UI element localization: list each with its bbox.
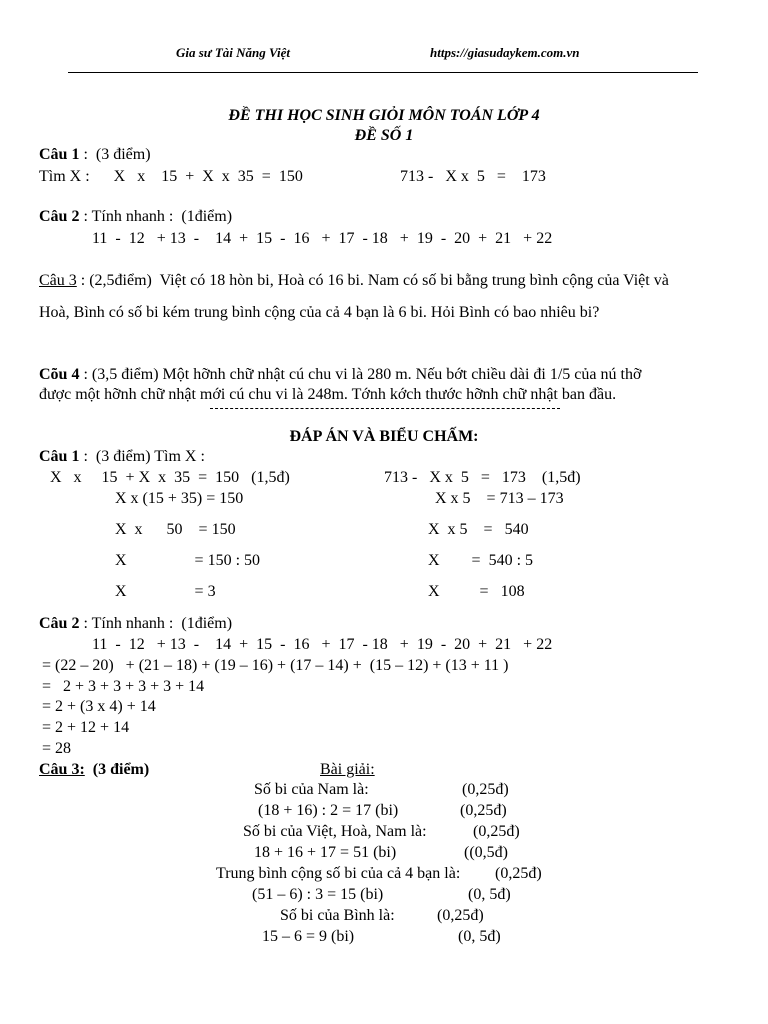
a2-line-3: = 2 + 3 + 3 + 3 + 3 + 14 [42,678,205,695]
a1-right-step-2: X x 5 = 713 – 173 [435,490,564,507]
a3-line-6: (51 – 6) : 3 = 15 (bi) [252,886,384,903]
a3-line-5: Trung bình cộng số bi của cả 4 bạn là: [216,865,461,882]
a1-left-step-5: X = 3 [115,583,216,600]
a1-right-step-1: 713 - X x 5 = 173 (1,5đ) [384,469,581,486]
a2-line-5: = 2 + 12 + 14 [42,719,130,736]
q2-label: Câu 2 [39,208,80,225]
a1-left-step-3: X x 50 = 150 [115,521,236,538]
q4-line2: được một hỡnh chữ nhật mới cú chu vi là 248m. Tớnh kớch thước hỡnh chữ nhật ban đầu. [39,386,617,403]
q4-label: Cõu 4 [39,366,80,383]
a2-line-6: = 28 [42,740,72,757]
a3-score-4: ((0,5đ) [464,844,508,861]
q1-label: Câu 1 [39,146,80,163]
a1-right-step-5: X = 108 [428,583,525,600]
a2-heading [39,615,232,633]
q3-text-1: : (2,5điểm) Việt có 18 hòn bi, Hoà có 16 bi. Nam có số bi bằng trung bình cộng của Việt và [76,272,669,289]
a3-score-8: (0, 5đ) [458,928,501,945]
exam-number: ĐỀ SỐ 1 [354,127,414,144]
q2-heading [39,208,232,226]
a1-left-step-1: X x 15 + X x 35 = 150 (1,5đ) [50,469,290,486]
header-rule [68,72,698,73]
a3-line-8: 15 – 6 = 9 (bi) [262,928,355,945]
a1-points: : (3 điểm) Tìm X : [79,448,205,465]
q3-line2: Hoà, Bình có số bi kém trung bình cộng của cả 4 bạn là 6 bi. Hỏi Bình có bao nhiêu bi? [39,304,600,321]
a2-line-1: 11 - 12 + 13 - 14 + 15 - 16 + 17 - 18 + 19 - 20 + 21 + 22 [92,636,553,653]
a1-left-step-2: X x (15 + 35) = 150 [115,490,244,507]
a3-line-1: Số bi của Nam là: [254,781,369,798]
a2-line-2: = (22 – 20) + (21 – 18) + (19 – 16) + (17 – 14) + (15 – 12) + (13 + 11 ) [42,657,509,674]
a1-heading [39,448,205,466]
a3-heading [39,761,149,779]
a3-line-2: (18 + 16) : 2 = 17 (bi) [258,802,399,819]
q1-points: : (3 điểm) [79,146,151,163]
header-left: Gia sư Tài Năng Việt [176,45,290,60]
q1-heading [39,146,151,164]
a1-label: Câu 1 [39,448,80,465]
exam-title: ĐỀ THI HỌC SINH GIỎI MÔN TOÁN LỚP 4 [228,107,540,124]
a3-solution-title: Bài giải: [320,761,375,778]
q3-line1 [39,272,669,290]
q3-label: Câu 3 [39,272,77,289]
a3-score-3: (0,25đ) [473,823,520,840]
a3-score-2: (0,25đ) [460,802,507,819]
a2-label: Câu 2 [39,615,80,632]
a1-left-step-4: X = 150 : 50 [115,552,261,569]
a3-line-7: Số bi của Bình là: [280,907,395,924]
a1-right-step-4: X = 540 : 5 [428,552,534,569]
a3-score-5: (0,25đ) [495,865,542,882]
a3-points: (3 điểm) [84,761,150,778]
a3-score-6: (0, 5đ) [468,886,511,903]
q2-expression: 11 - 12 + 13 - 14 + 15 - 16 + 17 - 18 + 19 - 20 + 21 + 22 [92,230,553,247]
q1-equation-left: Tìm X : X x 15 + X x 35 = 150 [39,168,303,185]
section-separator [210,408,560,409]
q4-text-1: : (3,5 điểm) Một hỡnh chữ nhật cú chu vi là 280 m. Nếu bớt chiều dài đi 1/5 của nú thỡ [79,366,642,383]
a3-label: Câu 3: [39,761,85,778]
a3-score-1: (0,25đ) [462,781,509,798]
answers-title: ĐÁP ÁN VÀ BIỂU CHẤM: [289,428,479,445]
a2-line-4: = 2 + (3 x 4) + 14 [42,698,156,715]
a1-right-step-3: X x 5 = 540 [428,521,529,538]
q4-line1 [39,366,641,384]
a2-points: : Tính nhanh : (1điểm) [79,615,233,632]
q2-points: : Tính nhanh : (1điểm) [79,208,233,225]
q1-equation-right: 713 - X x 5 = 173 [400,168,546,185]
a3-line-3: Số bi của Việt, Hoà, Nam là: [243,823,427,840]
a3-score-7: (0,25đ) [437,907,484,924]
a3-line-4: 18 + 16 + 17 = 51 (bi) [254,844,397,861]
header-right: https://giasudaykem.com.vn [430,45,580,60]
